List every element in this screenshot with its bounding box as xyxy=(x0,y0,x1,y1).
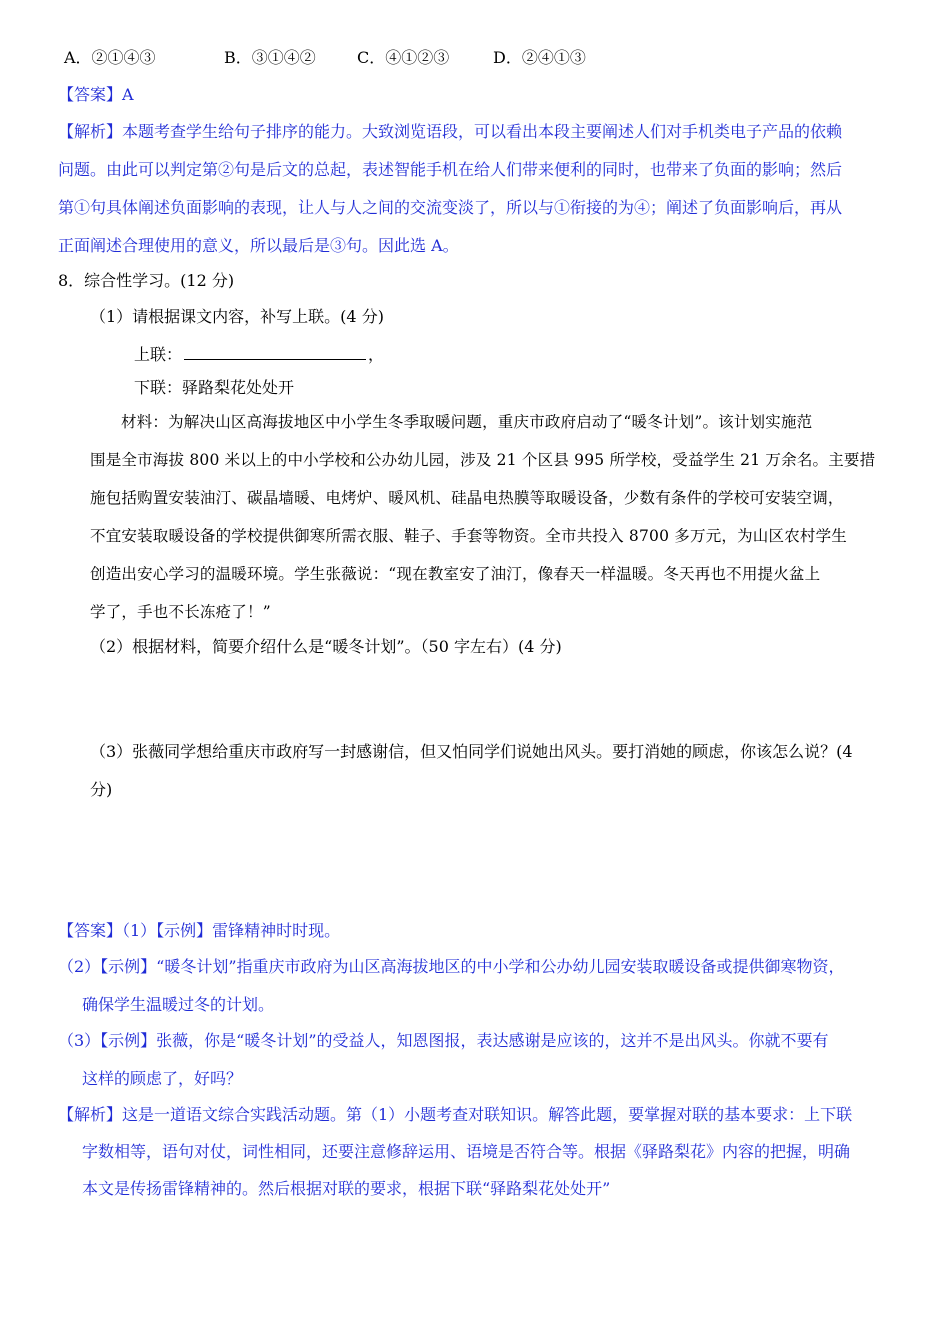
material-line-4: 不宜安装取暖设备的学校提供御寒所需衣服、鞋子、手套等物资。全市共投入 8700 多万元，为山区农村学生 xyxy=(90,527,848,545)
q7-analysis-line-2: 问题。由此可以判定第②句是后文的总起，表述智能手机在给人们带来便利的同时，也带来了负面的影响；然后 xyxy=(58,160,843,179)
q8-sub3-line-2: 分) xyxy=(90,780,113,799)
q7-answer xyxy=(58,85,134,105)
q8-answer-3-line-1: （3）【示例】张薇，你是“暖冬计划”的受益人，知恩图报，表达感谢是应该的，这并不是出风头。你就不要有 xyxy=(58,1031,829,1050)
q8-title: 8．综合性学习。(12 分) xyxy=(58,271,235,290)
option-c: C．④①②③ xyxy=(357,48,450,67)
upper-tail: ， xyxy=(368,345,385,364)
material-line-1: 材料：为解决山区高海拔地区中小学生冬季取暖问题，重庆市政府启动了“暖冬计划”。该计划实施范 xyxy=(121,413,813,431)
q8-analysis-line-3: 本文是传扬雷锋精神的。然后根据对联的要求，根据下联“驿路梨花处处开” xyxy=(82,1179,611,1198)
option-d: D．②④①③ xyxy=(493,48,586,67)
q8-analysis-line-2: 字数相等，语句对仗，词性相同，还要注意修辞运用、语境是否符合等。根据《驿路梨花》内容的把握，明确 xyxy=(82,1142,851,1161)
q7-analysis-line-1 xyxy=(58,122,842,142)
q8-answer-2-line-2: 确保学生温暖过冬的计划。 xyxy=(82,995,275,1014)
lower-couplet: 下联：驿路梨花处处开 xyxy=(134,378,295,397)
q7-analysis-line-4: 正面阐述合理使用的意义，所以最后是③句。因此选 A。 xyxy=(58,236,459,255)
q8-sub1: （1）请根据课文内容，补写上联。(4 分) xyxy=(90,307,384,326)
q8-answer-3-line-2: 这样的顾虑了，好吗？ xyxy=(82,1069,243,1088)
material-line-2: 围是全市海拔 800 米以上的中小学校和公办幼儿园，涉及 21 个区县 995 所学校，受益学生 21 万余名。主要措 xyxy=(90,451,876,469)
q8-sub2: （2）根据材料，简要介绍什么是“暖冬计划”。（50 字左右）(4 分) xyxy=(90,637,562,656)
q8-analysis-line-1: 【解析】这是一道语文综合实践活动题。第（1）小题考查对联知识。解答此题，要掌握对联的基本要求：上下联 xyxy=(58,1105,853,1124)
upper-couplet xyxy=(134,343,384,365)
q8-answer-2-line-1: （2）【示例】“暖冬计划”指重庆市政府为山区高海拔地区的中小学和公办幼儿园安装取暖设备或提供御寒物资， xyxy=(58,957,845,976)
q8-sub3-line-1: （3）张薇同学想给重庆市政府写一封感谢信，但又怕同学们说她出风头。要打消她的顾虑，你该怎么说？(4 xyxy=(90,742,853,761)
upper-label: 上联： xyxy=(134,345,183,364)
material-line-5: 创造出安心学习的温暖环境。学生张薇说：“现在教室安了油汀，像春天一样温暖。冬天再也不用提火盆上 xyxy=(90,565,821,583)
answer-value: A xyxy=(122,85,134,104)
analysis-tag: 【解析】 xyxy=(58,122,123,141)
answer-tag: 【答案】 xyxy=(58,85,123,104)
upper-blank xyxy=(184,343,366,360)
analysis-text: 本题考查学生给句子排序的能力。大致浏览语段，可以看出本段主要阐述人们对手机类电子产品的依赖 xyxy=(122,122,843,141)
option-b: B．③①④② xyxy=(224,48,316,67)
material-line-3: 施包括购置安装油汀、碳晶墙暖、电烤炉、暖风机、硅晶电热膜等取暖设备，少数有条件的学校可安装空调， xyxy=(90,489,844,507)
option-a: A．②①④③ xyxy=(64,48,156,67)
q7-analysis-line-3: 第①句具体阐述负面影响的表现，让人与人之间的交流变淡了，所以与①衔接的为④；阐述了负面影响后，再从 xyxy=(58,198,843,217)
q8-answer-1: 【答案】（1）【示例】雷锋精神时时现。 xyxy=(58,921,341,940)
material-line-6: 学了，手也不长冻疮了！” xyxy=(90,603,271,621)
